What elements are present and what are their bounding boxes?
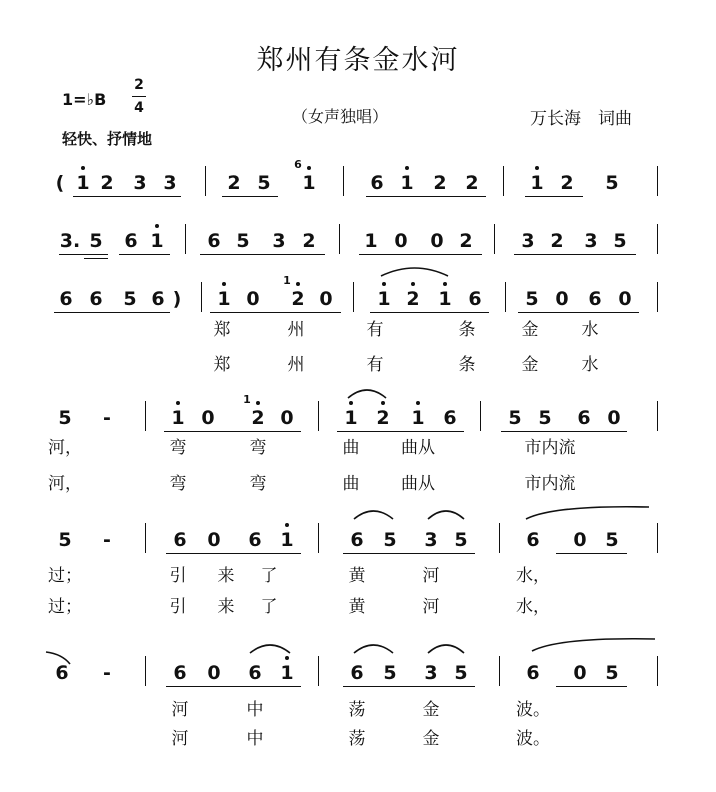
- note: 5: [454, 662, 468, 684]
- note: 5: [538, 407, 552, 429]
- note: 6: [248, 662, 262, 684]
- beam-underline: [166, 553, 301, 554]
- lyric-syllable: 郑: [213, 355, 231, 375]
- octave-dot: [382, 282, 386, 286]
- note: 1: [280, 662, 294, 684]
- note: 6: [124, 230, 138, 252]
- barline: [657, 224, 658, 254]
- octave-dot: [349, 401, 353, 405]
- beam-underline-double: [84, 258, 108, 259]
- note: 2: [550, 230, 564, 252]
- lyric-syllable: 波。: [516, 700, 550, 720]
- slur-mark: [352, 641, 395, 655]
- octave-dot: [222, 282, 226, 286]
- lyric-syllable: 河: [171, 700, 189, 720]
- note: 3: [424, 529, 438, 551]
- note: 2: [560, 172, 574, 194]
- lyric-syllable: 水，: [516, 597, 550, 617]
- note: 0: [207, 529, 221, 551]
- note: 5: [525, 288, 539, 310]
- barline: [343, 166, 344, 196]
- note: 1: [280, 529, 294, 551]
- note: 3: [272, 230, 286, 252]
- note: -: [103, 662, 111, 684]
- note: 2: [291, 288, 305, 310]
- note: 5: [236, 230, 250, 252]
- octave-dot: [176, 401, 180, 405]
- note: 1: [411, 407, 425, 429]
- note: 5: [454, 529, 468, 551]
- note: 3: [133, 172, 147, 194]
- barline: [494, 224, 495, 254]
- note: 6: [526, 662, 540, 684]
- beam-underline: [164, 431, 301, 432]
- note: 6: [468, 288, 482, 310]
- lyric-syllable: 水: [581, 320, 599, 340]
- note: 2: [227, 172, 241, 194]
- note: 5: [257, 172, 271, 194]
- note: 1: [400, 172, 414, 194]
- lyric-syllable: 来: [217, 566, 235, 586]
- grace-note: 1: [243, 393, 251, 406]
- lyric-syllable: 市内流: [524, 474, 576, 494]
- note: 0: [246, 288, 260, 310]
- note: 6: [370, 172, 384, 194]
- lyric-syllable: 市内流: [524, 438, 576, 458]
- lyric-syllable: 有: [366, 355, 384, 375]
- lyric-syllable: 波。: [516, 729, 550, 749]
- note: 6: [173, 662, 187, 684]
- note: 5: [58, 529, 72, 551]
- barline: [318, 523, 319, 553]
- lyric-syllable: 河: [422, 566, 440, 586]
- lyric-syllable: 有: [366, 320, 384, 340]
- note: 6: [59, 288, 73, 310]
- note: 6: [55, 662, 69, 684]
- note: 2: [251, 407, 265, 429]
- beam-underline: [222, 196, 278, 197]
- lyric-syllable: 中: [246, 729, 264, 749]
- lyric-syllable: 弯: [249, 438, 267, 458]
- time-signature-bottom: 4: [134, 100, 144, 116]
- barline: [657, 401, 658, 431]
- barline: [339, 224, 340, 254]
- note: 0: [201, 407, 215, 429]
- lyric-syllable: 弯: [169, 474, 187, 494]
- slur-mark: [426, 507, 466, 521]
- lyric-syllable: 黄: [348, 597, 366, 617]
- note: -: [103, 529, 111, 551]
- beam-underline: [501, 431, 627, 432]
- note: 1: [530, 172, 544, 194]
- note: 0: [207, 662, 221, 684]
- barline: [505, 282, 506, 312]
- octave-dot: [443, 282, 447, 286]
- note: 1: [217, 288, 231, 310]
- lyric-syllable: 黄: [348, 566, 366, 586]
- note: 2: [433, 172, 447, 194]
- note: 6: [350, 529, 364, 551]
- lyric-syllable: 曲从: [401, 474, 435, 494]
- lyric-syllable: 中: [246, 700, 264, 720]
- octave-dot: [535, 166, 539, 170]
- lyric-syllable: 河: [171, 729, 189, 749]
- lyric-syllable: 引: [169, 597, 187, 617]
- lyric-syllable: 州: [287, 320, 305, 340]
- tie-mark: [530, 637, 660, 653]
- barline: [657, 166, 658, 196]
- lyric-syllable: 金: [422, 729, 440, 749]
- note: 0: [394, 230, 408, 252]
- lyric-syllable: 曲: [342, 438, 360, 458]
- beam-underline: [200, 254, 325, 255]
- note: 6: [151, 288, 165, 310]
- note: 1: [76, 172, 90, 194]
- note: 6: [248, 529, 262, 551]
- note: 0: [573, 662, 587, 684]
- grace-note: 1: [283, 274, 291, 287]
- barline: [205, 166, 206, 196]
- lyric-syllable: 郑: [213, 320, 231, 340]
- note: 2: [459, 230, 473, 252]
- lyric-syllable: 曲: [342, 474, 360, 494]
- lyric-syllable: 水，: [516, 566, 550, 586]
- barline: [499, 656, 500, 686]
- beam-underline: [525, 196, 583, 197]
- note: 1: [171, 407, 185, 429]
- beam-underline: [359, 254, 482, 255]
- octave-dot: [405, 166, 409, 170]
- note: 3: [584, 230, 598, 252]
- note: 5: [89, 230, 103, 252]
- barline: [657, 523, 658, 553]
- barline: [503, 166, 504, 196]
- barline: [145, 523, 146, 553]
- lyric-syllable: 弯: [169, 438, 187, 458]
- note: 6: [443, 407, 457, 429]
- note: ): [172, 288, 182, 310]
- note: 0: [319, 288, 333, 310]
- octave-dot: [381, 401, 385, 405]
- beam-underline: [556, 686, 627, 687]
- barline: [145, 656, 146, 686]
- note: 3: [424, 662, 438, 684]
- note: 6: [89, 288, 103, 310]
- beam-underline: [54, 312, 170, 313]
- beam-underline: [119, 254, 170, 255]
- note: 5: [605, 662, 619, 684]
- lyric-syllable: 弯: [249, 474, 267, 494]
- octave-dot: [81, 166, 85, 170]
- note: 0: [618, 288, 632, 310]
- note: 5: [605, 529, 619, 551]
- note: 5: [605, 172, 619, 194]
- note: 6: [350, 662, 364, 684]
- note: (: [55, 172, 65, 194]
- barline: [145, 401, 146, 431]
- note: 1: [364, 230, 378, 252]
- composer-credit: 万长海 词曲: [530, 109, 632, 129]
- lyric-syllable: 河: [422, 597, 440, 617]
- song-title: 郑州有条金水河: [256, 45, 460, 76]
- note: 5: [613, 230, 627, 252]
- octave-dot: [256, 401, 260, 405]
- beam-underline: [514, 254, 636, 255]
- note: 5: [508, 407, 522, 429]
- beam-underline: [518, 312, 639, 313]
- lyric-syllable: 水: [581, 355, 599, 375]
- lyric-syllable: 了: [260, 566, 278, 586]
- beam-underline: [343, 686, 475, 687]
- note: 1: [377, 288, 391, 310]
- note: 2: [376, 407, 390, 429]
- note: 6: [526, 529, 540, 551]
- beam-underline: [210, 312, 341, 313]
- barline: [657, 282, 658, 312]
- lyric-syllable: 过；: [48, 597, 82, 617]
- barline: [201, 282, 202, 312]
- lyric-syllable: 金: [422, 700, 440, 720]
- slur-mark: [352, 507, 395, 521]
- lyric-syllable: 过；: [48, 566, 82, 586]
- note: 3.: [59, 230, 81, 252]
- note: 5: [383, 662, 397, 684]
- time-signature: [130, 74, 148, 119]
- lyric-syllable: 荡: [348, 700, 366, 720]
- lyric-syllable: 来: [217, 597, 235, 617]
- slur-mark: [248, 641, 292, 655]
- note: 5: [58, 407, 72, 429]
- note: 5: [383, 529, 397, 551]
- barline: [185, 224, 186, 254]
- beam-underline: [73, 196, 181, 197]
- barline: [318, 401, 319, 431]
- lyric-syllable: 条: [458, 355, 476, 375]
- octave-dot: [307, 166, 311, 170]
- time-signature-top: 2: [134, 77, 144, 93]
- note: 6: [588, 288, 602, 310]
- beam-underline: [337, 431, 464, 432]
- octave-dot: [416, 401, 420, 405]
- lyric-syllable: 曲从: [401, 438, 435, 458]
- beam-underline: [370, 312, 489, 313]
- lyric-syllable: 引: [169, 566, 187, 586]
- note: 1: [302, 172, 316, 194]
- slur-mark: [379, 264, 450, 278]
- note: 6: [207, 230, 221, 252]
- note: 1: [438, 288, 452, 310]
- barline: [318, 656, 319, 686]
- lyric-syllable: 了: [260, 597, 278, 617]
- note: 0: [430, 230, 444, 252]
- note: 3: [521, 230, 535, 252]
- tie-mark: [44, 650, 74, 666]
- lyric-syllable: 金: [521, 320, 539, 340]
- lyric-syllable: 河，: [48, 474, 82, 494]
- note: 5: [123, 288, 137, 310]
- note: 3: [163, 172, 177, 194]
- lyric-syllable: 州: [287, 355, 305, 375]
- note: 2: [100, 172, 114, 194]
- note: 6: [173, 529, 187, 551]
- note: 0: [280, 407, 294, 429]
- beam-underline: [166, 686, 301, 687]
- beam-underline: [556, 553, 627, 554]
- note: 1: [150, 230, 164, 252]
- octave-dot: [285, 656, 289, 660]
- octave-dot: [285, 523, 289, 527]
- barline: [480, 401, 481, 431]
- note: 2: [406, 288, 420, 310]
- lyric-syllable: 条: [458, 320, 476, 340]
- slur-mark: [346, 386, 388, 400]
- note: 0: [573, 529, 587, 551]
- lyric-syllable: 荡: [348, 729, 366, 749]
- tempo-marking: 轻快、抒情地: [62, 130, 153, 148]
- performance-note: （女声独唱）: [292, 107, 389, 126]
- beam-underline: [343, 553, 475, 554]
- octave-dot: [296, 282, 300, 286]
- beam-underline: [59, 254, 108, 255]
- note: 2: [465, 172, 479, 194]
- barline: [353, 282, 354, 312]
- lyric-syllable: 金: [521, 355, 539, 375]
- note: -: [103, 407, 111, 429]
- beam-underline: [366, 196, 486, 197]
- slur-mark: [426, 641, 466, 655]
- lyric-syllable: 河，: [48, 438, 82, 458]
- barline: [657, 656, 658, 686]
- note: 1: [344, 407, 358, 429]
- note: 0: [607, 407, 621, 429]
- barline: [499, 523, 500, 553]
- octave-dot: [155, 224, 159, 228]
- key-signature: 1=♭B: [62, 90, 107, 109]
- note: 0: [555, 288, 569, 310]
- grace-note: 6: [294, 158, 302, 171]
- octave-dot: [411, 282, 415, 286]
- tie-mark: [524, 505, 654, 521]
- note: 2: [302, 230, 316, 252]
- note: 6: [577, 407, 591, 429]
